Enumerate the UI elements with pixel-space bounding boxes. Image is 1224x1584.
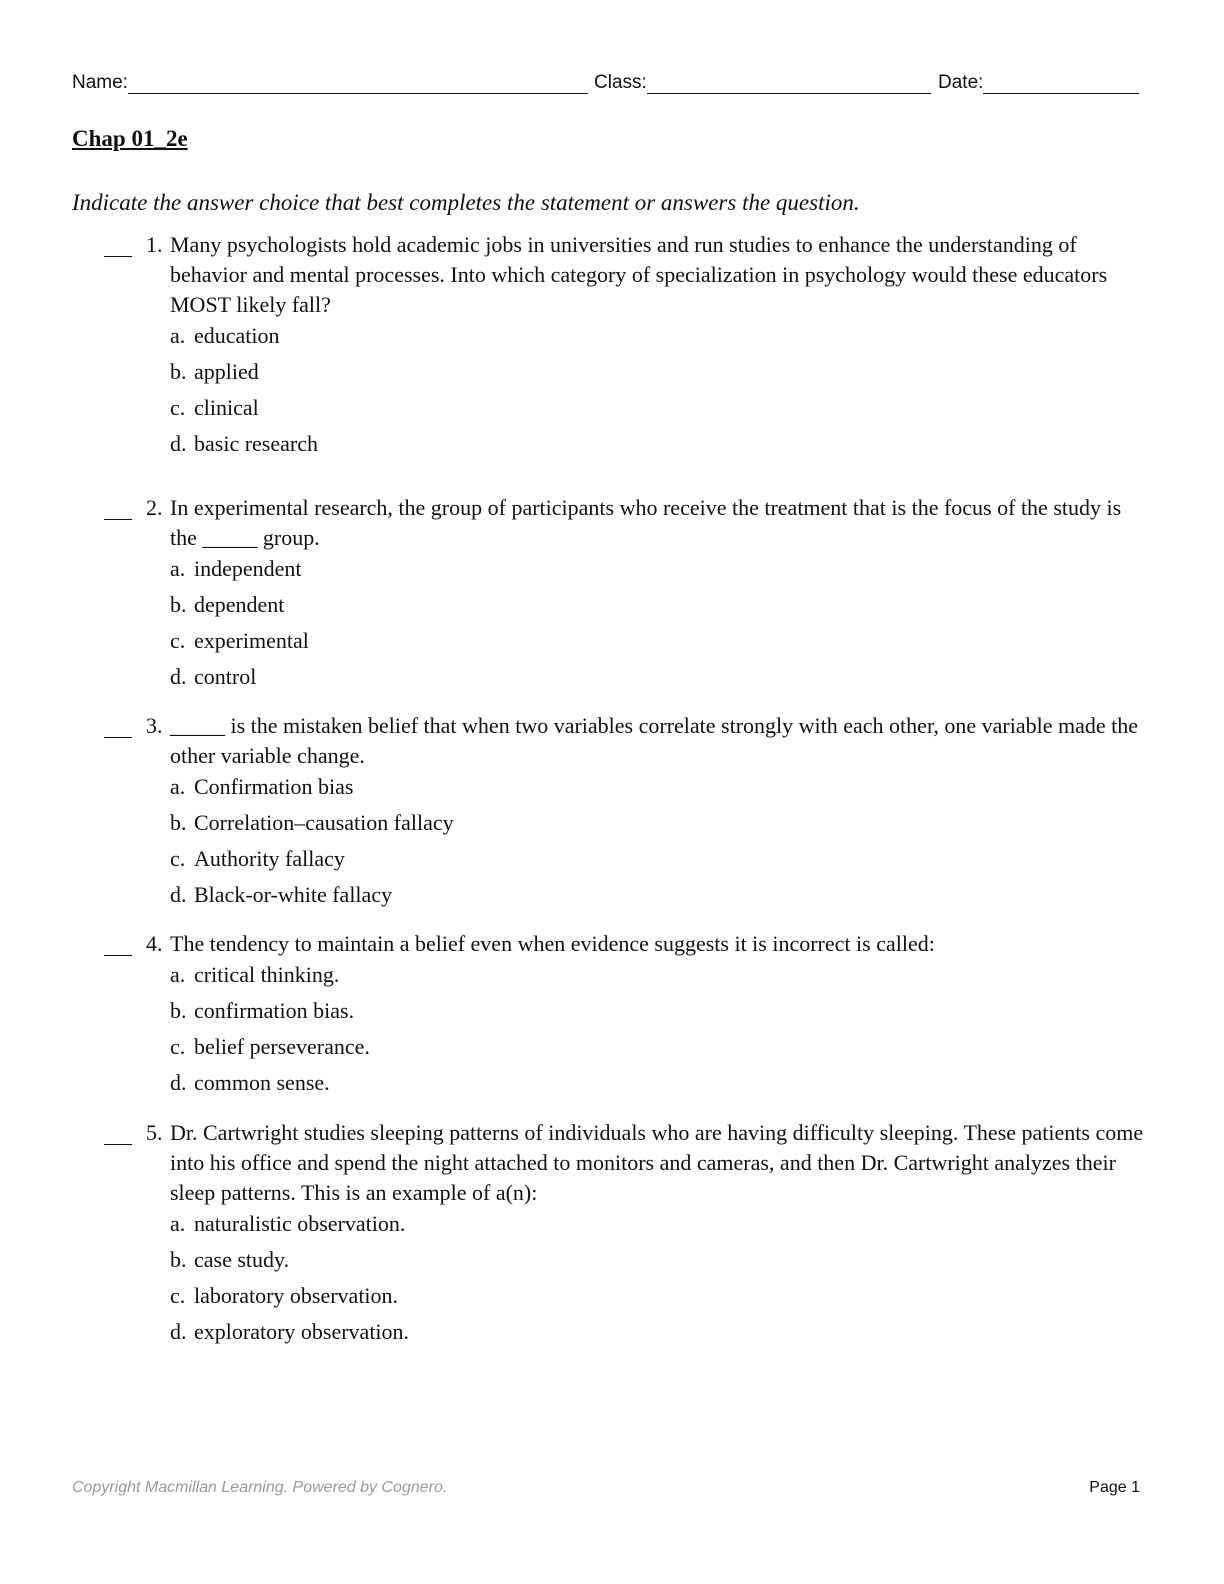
choice-d: [170, 426, 318, 462]
answer-blank[interactable]: [104, 935, 132, 956]
choice-d: [170, 1065, 370, 1101]
answer-blank[interactable]: [104, 236, 132, 257]
student-info-header: [72, 72, 1142, 98]
choice-text: control: [194, 664, 257, 689]
choice-text: Black-or-white fallacy: [194, 882, 393, 907]
choice-letter: d.: [170, 431, 187, 456]
choice-text: case study.: [194, 1247, 290, 1272]
question-text: Dr. Cartwright studies sleeping patterns of individuals who are having difficulty sleeping. These patients come into his office and spend the night attached to monitors and cameras, and then Dr. Cartwright analyzes their sleep patterns. This is an example of a(n):: [170, 1120, 1144, 1205]
question-number: 1.: [146, 232, 163, 257]
name-input-line[interactable]: [128, 73, 588, 94]
choice-text: confirmation bias.: [194, 998, 355, 1023]
name-label: Name:: [72, 72, 128, 93]
answer-blank[interactable]: [104, 499, 132, 520]
choice-letter: d.: [170, 882, 187, 907]
choice-letter: b.: [170, 592, 187, 617]
choice-text: education: [194, 323, 280, 348]
choice-b: [170, 993, 370, 1029]
choice-text: applied: [194, 359, 259, 384]
choice-text: exploratory observation.: [194, 1319, 410, 1344]
choice-letter: c.: [170, 628, 186, 653]
name-field: [72, 72, 588, 94]
choice-c: [170, 1029, 370, 1065]
question-number: 4.: [146, 931, 163, 956]
choice-letter: b.: [170, 359, 187, 384]
date-field: [938, 72, 1139, 94]
choice-text: Confirmation bias: [194, 774, 354, 799]
question-number: 3.: [146, 713, 163, 738]
choice-list: [170, 957, 370, 1101]
choice-c: [170, 1278, 409, 1314]
instructions: Indicate the answer choice that best completes the statement or answers the question.: [72, 190, 860, 215]
copyright-notice: Copyright Macmillan Learning. Powered by Cognero.: [72, 1479, 448, 1496]
choice-letter: c.: [170, 1283, 186, 1308]
question-text: _____ is the mistaken belief that when two variables correlate strongly with each other, one variable made the other variable change.: [170, 713, 1139, 768]
choice-list: [170, 769, 454, 913]
question-text: In experimental research, the group of participants who receive the treatment that is the focus of the study is the _____ group.: [170, 495, 1122, 550]
choice-letter: c.: [170, 1034, 186, 1059]
choice-a: [170, 318, 318, 354]
choice-list: [170, 1206, 409, 1350]
class-field: [594, 72, 931, 94]
class-label: Class:: [594, 72, 647, 93]
choice-letter: b.: [170, 1247, 187, 1272]
choice-a: [170, 1206, 409, 1242]
choice-c: [170, 390, 318, 426]
question-text: Many psychologists hold academic jobs in universities and run studies to enhance the understanding of behavior and mental processes. Into which category of specialization in psychology would these educators MOST likely fall?: [170, 232, 1108, 317]
choice-text: laboratory observation.: [194, 1283, 399, 1308]
choice-letter: a.: [170, 323, 186, 348]
choice-b: [170, 805, 454, 841]
choice-b: [170, 587, 309, 623]
choice-d: [170, 1314, 409, 1350]
choice-text: Correlation–causation fallacy: [194, 810, 454, 835]
choice-text: independent: [194, 556, 302, 581]
answer-blank[interactable]: [104, 1124, 132, 1145]
choice-a: [170, 551, 309, 587]
choice-letter: b.: [170, 998, 187, 1023]
question-number: 2.: [146, 495, 163, 520]
choice-text: common sense.: [194, 1070, 330, 1095]
choice-letter: d.: [170, 664, 187, 689]
choice-letter: d.: [170, 1070, 187, 1095]
choice-text: experimental: [194, 628, 309, 653]
page-title: Chap 01_2e: [72, 126, 188, 151]
choice-a: [170, 769, 454, 805]
choice-d: [170, 659, 309, 695]
choice-c: [170, 623, 309, 659]
date-input-line[interactable]: [983, 73, 1139, 94]
choice-text: basic research: [194, 431, 318, 456]
choice-a: [170, 957, 370, 993]
choice-text: Authority fallacy: [194, 846, 345, 871]
question-text: The tendency to maintain a belief even when evidence suggests it is incorrect is called:: [170, 931, 935, 956]
choice-text: clinical: [194, 395, 259, 420]
class-input-line[interactable]: [647, 73, 931, 94]
choice-letter: d.: [170, 1319, 187, 1344]
choice-letter: a.: [170, 774, 186, 799]
choice-text: dependent: [194, 592, 285, 617]
question-number: 5.: [146, 1120, 163, 1145]
choice-b: [170, 354, 318, 390]
choice-list: [170, 318, 318, 462]
page-number: Page 1: [1089, 1479, 1140, 1496]
choice-b: [170, 1242, 409, 1278]
choice-letter: c.: [170, 846, 186, 871]
answer-blank[interactable]: [104, 717, 132, 738]
choice-list: [170, 551, 309, 695]
choice-d: [170, 877, 454, 913]
date-label: Date:: [938, 72, 984, 93]
choice-letter: a.: [170, 962, 186, 987]
choice-c: [170, 841, 454, 877]
choice-text: critical thinking.: [194, 962, 340, 987]
choice-letter: a.: [170, 1211, 186, 1236]
choice-text: belief perseverance.: [194, 1034, 370, 1059]
choice-letter: c.: [170, 395, 186, 420]
choice-letter: a.: [170, 556, 186, 581]
choice-letter: b.: [170, 810, 187, 835]
choice-text: naturalistic observation.: [194, 1211, 406, 1236]
